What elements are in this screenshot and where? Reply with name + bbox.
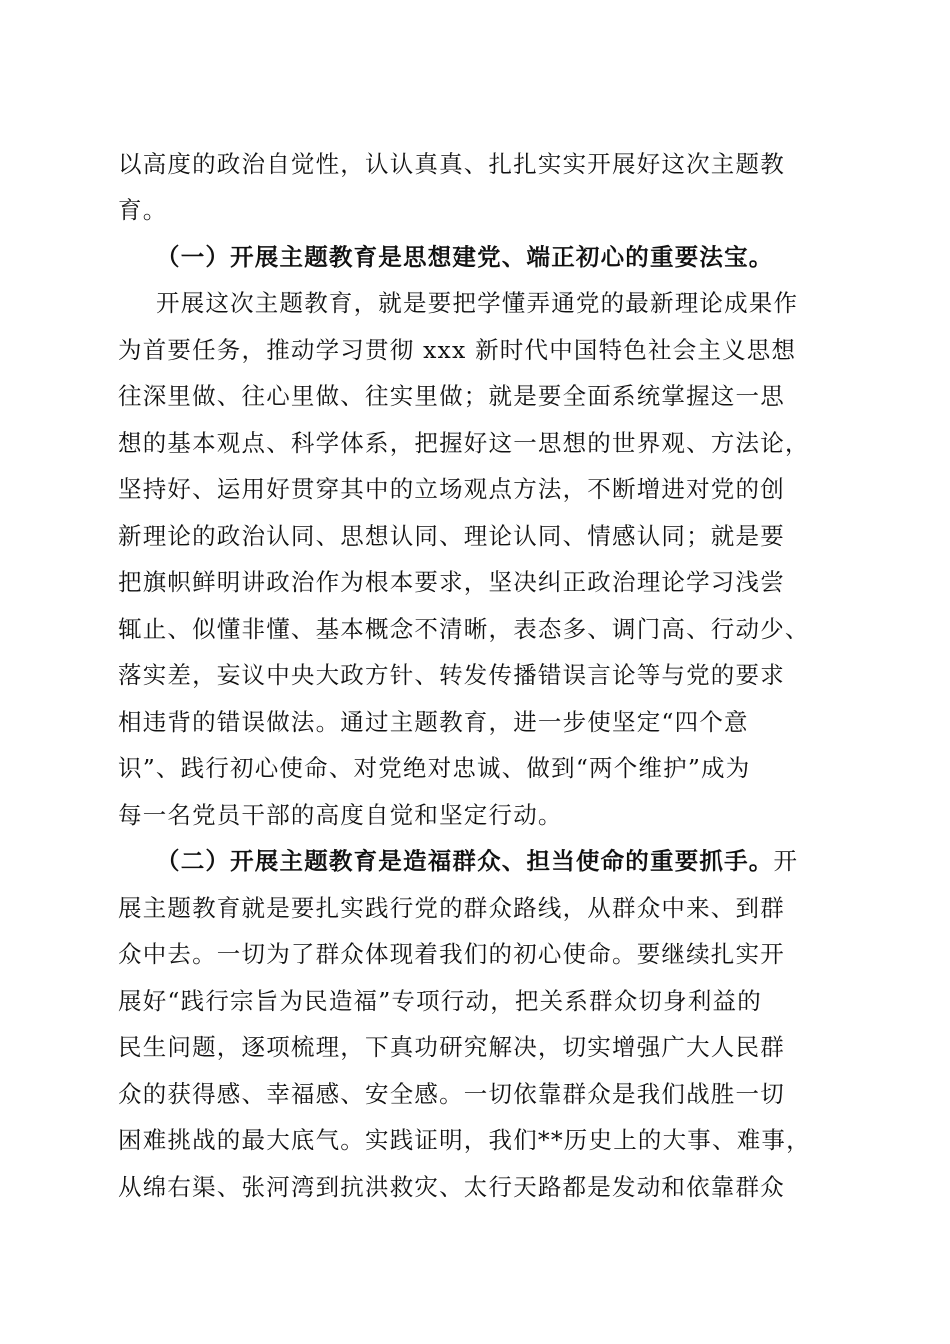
paragraph-line: 为首要任务，推动学习贯彻 xxx 新时代中国特色社会主义思想: [118, 336, 797, 364]
paragraph-line: 众中去。一切为了群众体现着我们的初心使命。要继续扎实开: [118, 940, 785, 968]
section-2-tail: 开: [773, 847, 799, 875]
paragraph-line: 每一名党员干部的高度自觉和坚定行动。: [118, 801, 563, 829]
paragraph-line: 把旗帜鲜明讲政治作为根本要求，坚决纠正政治理论学习浅尝: [118, 568, 785, 596]
paragraph-line: 新理论的政治认同、思想认同、理论认同、情感认同；就是要: [118, 522, 785, 550]
paragraph-line: 从绵右渠、张河湾到抗洪救灾、太行天路都是发动和依靠群众: [118, 1173, 785, 1201]
paragraph-line: 辄止、似懂非懂、基本概念不清晰，表态多、调门高、行动少、: [118, 615, 810, 643]
paragraph-line: 识”、践行初心使命、对党绝对忠诚、做到“两个维护”成为: [118, 754, 751, 782]
section-heading-2: （二）开展主题教育是造福群众、担当使命的重要抓手。: [156, 847, 774, 875]
section-2-first-line: [156, 839, 838, 883]
paragraph-line: 坚持好、运用好贯穿其中的立场观点方法，不断增进对党的创: [118, 475, 785, 503]
paragraph-line: 众的获得感、幸福感、安全感。一切依靠群众是我们战胜一切: [118, 1080, 785, 1108]
paragraph-line: 往深里做、往心里做、往实里做；就是要全面系统掌握这一思: [118, 382, 785, 410]
paragraph-line: 相违背的错误做法。通过主题教育，进一步使坚定“四个意: [118, 708, 749, 736]
paragraph-line: 育。: [118, 196, 168, 224]
paragraph-line: 想的基本观点、科学体系，把握好这一思想的世界观、方法论，: [118, 429, 810, 457]
paragraph-line: 以高度的政治自觉性，认认真真、扎扎实实开展好这次主题教: [118, 150, 785, 178]
paragraph-line: 开展这次主题教育，就是要把学懂弄通党的最新理论成果作: [156, 289, 799, 317]
paragraph-line: 展好“践行宗旨为民造福”专项行动，把关系群众切身利益的: [118, 987, 762, 1015]
section-heading-1: （一）开展主题教育是思想建党、端正初心的重要法宝。: [156, 243, 774, 271]
paragraph-line: 落实差，妄议中央大政方针、转发传播错误言论等与党的要求: [118, 661, 785, 689]
paragraph-line: 民生问题，逐项梳理，下真功研究解决，切实增强广大人民群: [118, 1033, 785, 1061]
paragraph-line: 展主题教育就是要扎实践行党的群众路线，从群众中来、到群: [118, 894, 785, 922]
paragraph-line: 困难挑战的最大底气。实践证明，我们**历史上的大事、难事，: [118, 1126, 811, 1154]
